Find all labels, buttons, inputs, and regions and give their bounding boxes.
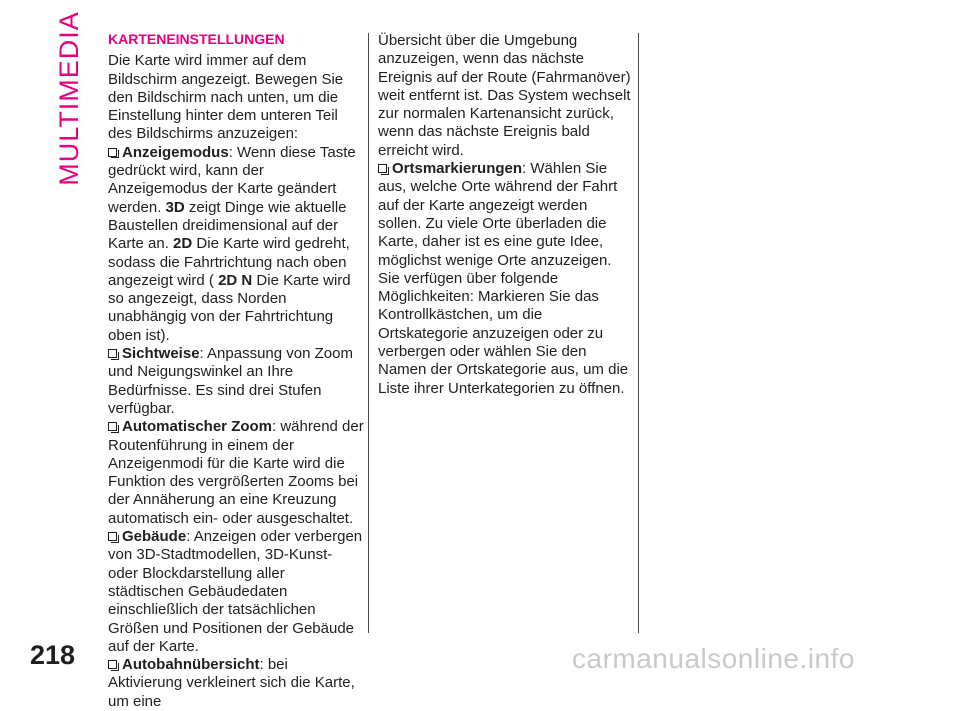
- item-term: 3D: [165, 198, 185, 216]
- checkbox-bullet-icon: [108, 660, 117, 669]
- list-item-sichtweise: [108, 345, 364, 418]
- checkbox-bullet-icon: [108, 422, 117, 431]
- item-text: : Anzeigen oder verbergen von 3D-Stadtmodellen, 3D-Kunst- oder Blockdarstellung aller städtischen Gebäudedaten einschließlich der tatsächlichen Größen und Positionen der Gebäude auf der Karte.: [108, 528, 363, 655]
- list-item-gebaeude: [108, 528, 364, 656]
- item-text: : Wenn diese Taste gedrückt wird, kann der Anzeigemodus der Karte geändert werden.: [108, 143, 356, 216]
- checkbox-bullet-icon: [108, 532, 117, 541]
- intro-paragraph: Die Karte wird immer auf dem Bildschirm angezeigt. Bewegen Sie den Bildschirm nach unten, um die Einstellung hinter dem unteren Teil des Bildschirms anzuzeigen:: [108, 52, 344, 143]
- list-item-autobahnuebersicht: [108, 656, 364, 711]
- checkbox-bullet-icon: [378, 164, 387, 173]
- item-term: Gebäude: [122, 528, 187, 546]
- item-term: 2D N: [218, 271, 253, 289]
- item-text: Die Karte wird gedreht, sodass die Fahrtrichtung nach oben angezeigt wird (: [108, 235, 350, 289]
- section-side-title: [50, 10, 88, 186]
- section-side-title-text: MULTIMEDIA: [53, 10, 84, 186]
- text-column-right: [378, 32, 634, 398]
- item-text: Die Karte wird so angezeigt, dass Norden unabhängig von der Fahrtrichtung oben ist).: [108, 271, 351, 344]
- page-number: 218: [30, 640, 76, 670]
- list-item-anzeigemodus: [108, 144, 364, 345]
- item-term: 2D: [173, 235, 193, 253]
- item-text: : Wählen Sie aus, welche Orte während der Fahrt auf der Karte angezeigt werden sollen. Zu viele Orte überladen die Karte, daher ist es eine gute Idee, möglichst wenige Orte anzuzeigen. Sie verfügen über folgende Möglichkeiten: Markieren Sie das Kontrollkästchen, um die Ortskategorie anzuzeigen oder zu verbergen oder wählen Sie den Namen der Ortskategorie aus, um die Liste ihrer Unterkategorien zu öffnen.: [378, 160, 629, 397]
- checkbox-bullet-icon: [108, 148, 117, 157]
- watermark-text: carmanualsonline.info: [572, 643, 855, 674]
- item-term: Autobahnübersicht: [122, 656, 260, 674]
- section-heading: KARTENEINSTELLUNGEN: [108, 31, 285, 47]
- item-text: zeigt Dinge wie aktuelle Baustellen dreidimensional auf der Karte an.: [108, 198, 347, 253]
- item-term: Anzeigemodus: [122, 143, 229, 161]
- checkbox-bullet-icon: [108, 349, 117, 358]
- list-item-automatischer-zoom: [108, 418, 364, 528]
- item-term: Ortsmarkierungen: [392, 160, 523, 178]
- item-text: : bei Aktivierung verkleinert sich die Karte, um eine: [108, 656, 355, 710]
- item-term: Sichtweise: [122, 345, 200, 363]
- item-text: : während der Routenführung in einem der Anzeigenmodi für die Karte wird die Funktion des vergrößerten Zooms bei der Annäherung an eine Kreuzung automatisch ein- oder ausgeschaltet.: [108, 418, 364, 527]
- column-divider-left: [368, 33, 369, 633]
- continuation-paragraph: Übersicht über die Umgebung anzuzeigen, wenn das nächste Ereignis auf der Route (Fahrmanöver) weit entfernt ist. Das System wechselt zur normalen Kartenansicht zurück, wenn das nächste Ereignis bald erreicht wird.: [378, 32, 631, 159]
- text-column-left: [108, 30, 364, 711]
- item-term: Automatischer Zoom: [122, 418, 273, 436]
- column-divider-right: [638, 33, 639, 633]
- list-item-ortsmarkierungen: [378, 160, 634, 398]
- item-text: : Anpassung von Zoom und Neigungswinkel an Ihre Bedürfnisse. Es sind drei Stufen verfügbar.: [108, 345, 353, 417]
